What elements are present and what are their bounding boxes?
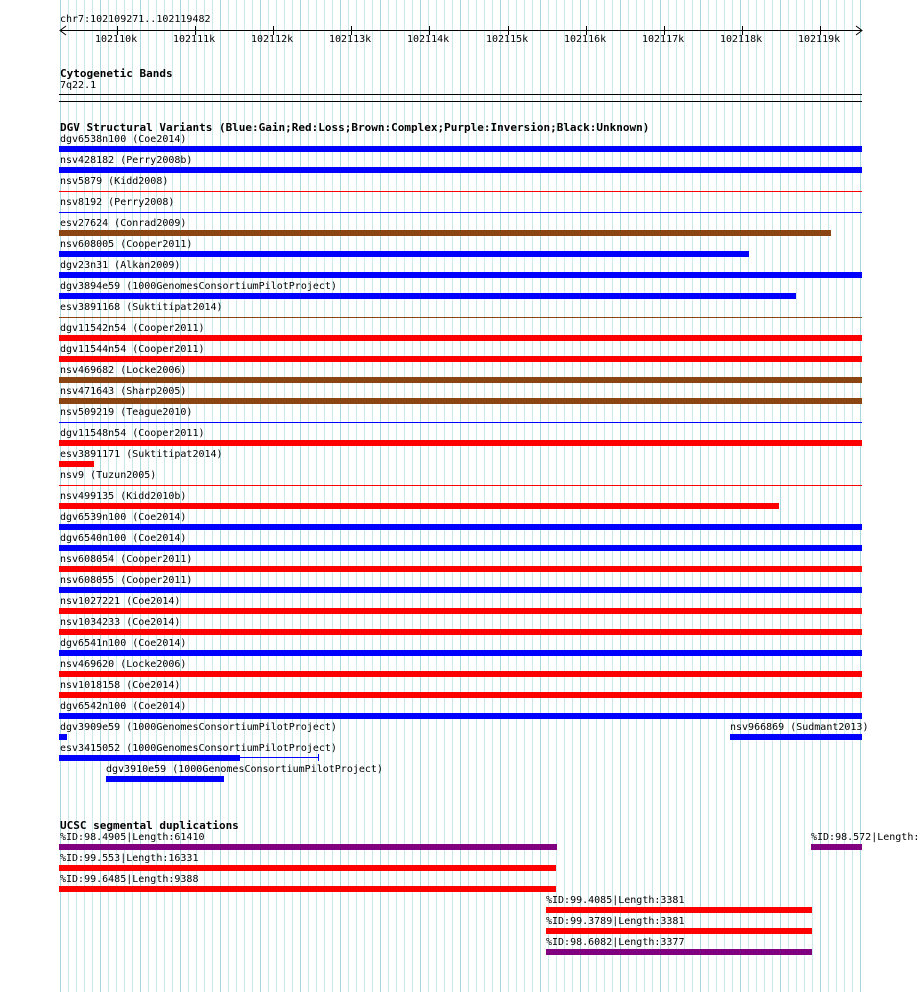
dgv-variant-bar[interactable] xyxy=(59,485,862,486)
dgv-variant-label[interactable]: nsv1027221 (Coe2014) xyxy=(60,596,181,607)
dgv-variant-end-marker xyxy=(318,754,319,761)
dgv-variant-bar[interactable] xyxy=(59,398,862,404)
ruler-tick-label: 102111k xyxy=(173,34,216,45)
ruler-tick-label: 102114k xyxy=(407,34,450,45)
dgv-variant-label[interactable]: nsv966869 (Sudmant2013) xyxy=(730,722,869,733)
ruler-tick-label: 102113k xyxy=(329,34,372,45)
segdup-label[interactable]: %ID:99.4085|Length:3381 xyxy=(546,895,685,906)
segdup-label[interactable]: %ID:98.6082|Length:3377 xyxy=(546,937,685,948)
dgv-variant-label[interactable]: nsv499135 (Kidd2010b) xyxy=(60,491,187,502)
dgv-variant-bar[interactable] xyxy=(59,317,862,318)
region-title: chr7:102109271..102119482 xyxy=(60,14,211,25)
dgv-variant-bar[interactable] xyxy=(59,755,240,761)
ruler-axis xyxy=(61,30,861,31)
segdup-bar[interactable] xyxy=(59,886,556,892)
segdup-bar[interactable] xyxy=(59,844,557,850)
segdup-bar[interactable] xyxy=(546,907,812,913)
ruler-tick-label: 102112k xyxy=(251,34,294,45)
dgv-variant-bar[interactable] xyxy=(59,713,862,719)
dgv-variant-bar[interactable] xyxy=(59,461,94,467)
dgv-variant-label[interactable]: esv3891168 (Suktitipat2014) xyxy=(60,302,223,313)
dgv-variant-bar[interactable] xyxy=(59,356,862,362)
dgv-variant-label[interactable]: nsv469620 (Locke2006) xyxy=(60,659,187,670)
dgv-variant-label[interactable]: nsv469682 (Locke2006) xyxy=(60,365,187,376)
dgv-variant-label[interactable]: dgv6539n100 (Coe2014) xyxy=(60,512,187,523)
dgv-variant-bar[interactable] xyxy=(59,650,862,656)
dgv-variant-label[interactable]: dgv6541n100 (Coe2014) xyxy=(60,638,187,649)
dgv-variant-bar[interactable] xyxy=(59,377,862,383)
dgv-variant-label[interactable]: nsv608054 (Cooper2011) xyxy=(60,554,193,565)
segdup-bar[interactable] xyxy=(811,844,862,850)
dgv-variant-label[interactable]: dgv3910e59 (1000GenomesConsortiumPilotProject) xyxy=(106,764,383,775)
dgv-variant-bar[interactable] xyxy=(59,587,862,593)
dgv-variant-label[interactable]: nsv428182 (Perry2008b) xyxy=(60,155,193,166)
dgv-variant-label[interactable]: dgv3894e59 (1000GenomesConsortiumPilotProject) xyxy=(60,281,337,292)
segdup-label[interactable]: %ID:99.6485|Length:9388 xyxy=(60,874,199,885)
dgv-variant-bar[interactable] xyxy=(59,293,796,299)
dgv-variant-bar[interactable] xyxy=(59,212,862,213)
dgv-variant-label[interactable]: dgv3909e59 (1000GenomesConsortiumPilotProject) xyxy=(60,722,337,733)
ruler-left-arrow-icon xyxy=(59,26,67,35)
dgv-variant-extension xyxy=(240,757,318,758)
segdup-label[interactable]: %ID:98.572|Length: xyxy=(811,832,919,843)
dgv-variant-bar[interactable] xyxy=(59,692,862,698)
segdup-label[interactable]: %ID:99.3789|Length:3381 xyxy=(546,916,685,927)
dgv-variant-bar[interactable] xyxy=(59,545,862,551)
dgv-variant-bar[interactable] xyxy=(59,734,67,740)
dgv-variant-label[interactable]: nsv8192 (Perry2008) xyxy=(60,197,175,208)
dgv-variant-label[interactable]: esv3415052 (1000GenomesConsortiumPilotProject) xyxy=(60,743,337,754)
cytoband-title: Cytogenetic Bands xyxy=(60,67,173,80)
dgv-variant-bar[interactable] xyxy=(59,503,779,509)
dgv-variant-label[interactable]: esv27624 (Conrad2009) xyxy=(60,218,187,229)
dgv-variant-label[interactable]: esv3891171 (Suktitipat2014) xyxy=(60,449,223,460)
dgv-variant-label[interactable]: nsv5879 (Kidd2008) xyxy=(60,176,169,187)
ruler-tick-label: 102117k xyxy=(642,34,685,45)
dgv-variant-bar[interactable] xyxy=(106,776,224,782)
dgv-variant-label[interactable]: dgv6540n100 (Coe2014) xyxy=(60,533,187,544)
ruler-tick-label: 102119k xyxy=(798,34,841,45)
dgv-variant-bar[interactable] xyxy=(59,422,862,423)
dgv-variant-bar[interactable] xyxy=(59,272,862,278)
ruler xyxy=(0,0,890,50)
dgv-variant-label[interactable]: nsv1018158 (Coe2014) xyxy=(60,680,181,691)
cytoband-bar-bottom xyxy=(59,101,862,102)
ruler-tick-label: 102115k xyxy=(486,34,529,45)
ruler-tick-label: 102110k xyxy=(95,34,138,45)
dgv-variant-bar[interactable] xyxy=(59,671,862,677)
dgv-variant-label[interactable]: nsv471643 (Sharp2005) xyxy=(60,386,187,397)
cytoband-label: 7q22.1 xyxy=(60,80,97,91)
segdup-bar[interactable] xyxy=(546,928,812,934)
dgv-variant-bar[interactable] xyxy=(59,230,831,236)
dgv-variant-bar[interactable] xyxy=(59,335,862,341)
dgv-variant-bar[interactable] xyxy=(730,734,862,740)
dgv-variant-label[interactable]: nsv608005 (Cooper2011) xyxy=(60,239,193,250)
dgv-variant-bar[interactable] xyxy=(59,440,862,446)
segdup-label[interactable]: %ID:99.553|Length:16331 xyxy=(60,853,199,864)
dgv-variant-bar[interactable] xyxy=(59,524,862,530)
segdup-bar[interactable] xyxy=(546,949,812,955)
dgv-variant-bar[interactable] xyxy=(59,608,862,614)
dgv-variant-label[interactable]: dgv6538n100 (Coe2014) xyxy=(60,134,187,145)
dgv-variant-bar[interactable] xyxy=(59,167,862,173)
dgv-variant-label[interactable]: nsv608055 (Cooper2011) xyxy=(60,575,193,586)
dgv-variant-bar[interactable] xyxy=(59,191,862,192)
dgv-variant-label[interactable]: nsv9 (Tuzun2005) xyxy=(60,470,157,481)
segdup-bar[interactable] xyxy=(59,865,556,871)
dgv-variant-label[interactable]: dgv11542n54 (Cooper2011) xyxy=(60,323,205,334)
dgv-variant-label[interactable]: nsv1034233 (Coe2014) xyxy=(60,617,181,628)
dgv-variant-label[interactable]: dgv11548n54 (Cooper2011) xyxy=(60,428,205,439)
ruler-tick-label: 102118k xyxy=(720,34,763,45)
segdup-label[interactable]: %ID:98.4905|Length:61410 xyxy=(60,832,205,843)
dgv-variant-bar[interactable] xyxy=(59,566,862,572)
ruler-right-arrow-icon xyxy=(855,26,863,35)
dgv-variant-label[interactable]: dgv6542n100 (Coe2014) xyxy=(60,701,187,712)
segdup-track-title: UCSC segmental duplications xyxy=(60,819,239,832)
dgv-variant-bar[interactable] xyxy=(59,251,749,257)
dgv-variant-label[interactable]: nsv509219 (Teague2010) xyxy=(60,407,193,418)
cytoband-bar-top xyxy=(59,94,862,95)
ruler-tick-label: 102116k xyxy=(564,34,607,45)
dgv-variant-bar[interactable] xyxy=(59,629,862,635)
dgv-track-title: DGV Structural Variants (Blue:Gain;Red:Loss;Brown:Complex;Purple:Inversion;Black:Unknown) xyxy=(60,121,650,134)
dgv-variant-bar[interactable] xyxy=(59,146,862,152)
dgv-variant-label[interactable]: dgv11544n54 (Cooper2011) xyxy=(60,344,205,355)
dgv-variant-label[interactable]: dgv23n31 (Alkan2009) xyxy=(60,260,181,271)
